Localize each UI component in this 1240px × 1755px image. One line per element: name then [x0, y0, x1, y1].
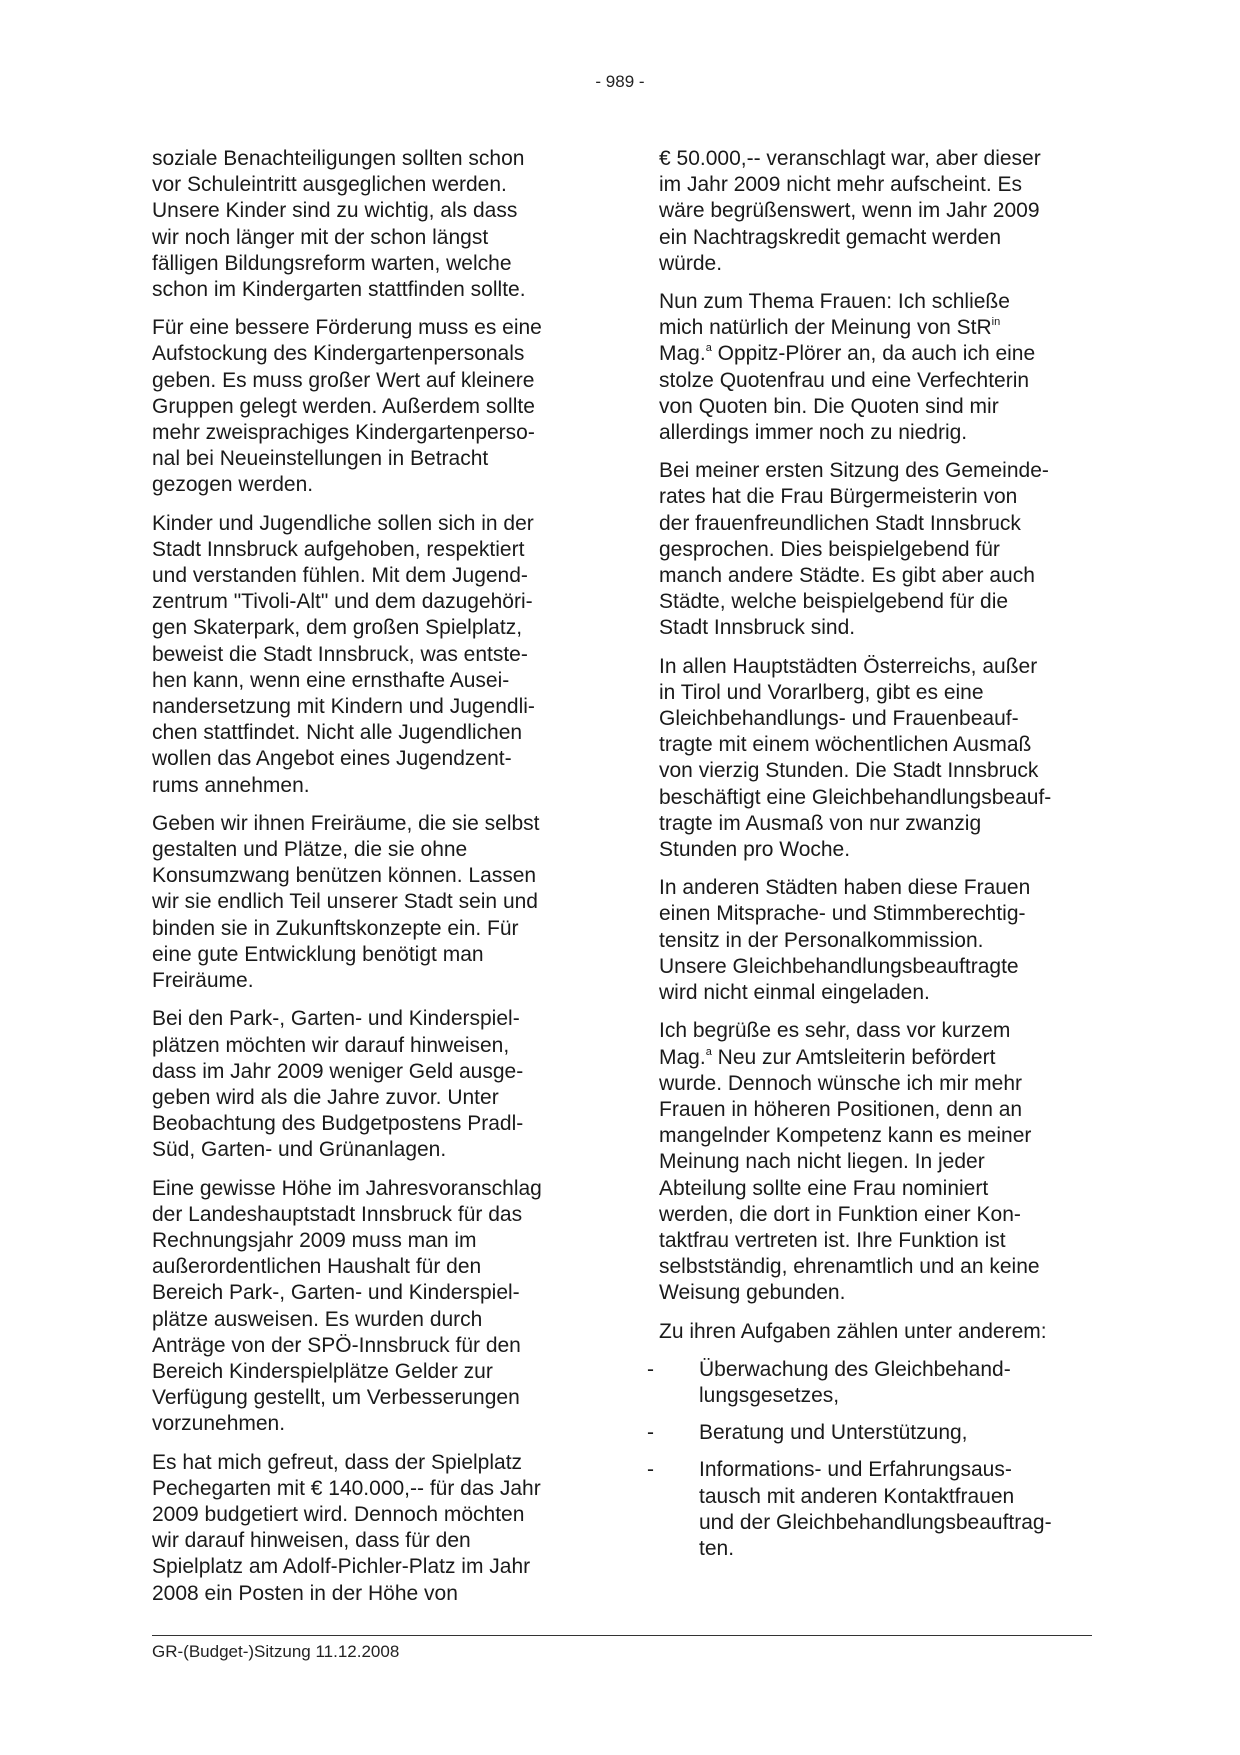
- paragraph-promotion: [659, 1018, 1099, 1306]
- text-run: Oppitz-Plörer an, da auch ich eine stolze Quotenfrau und eine Verfechterin von Quoten bin. Die Quoten sind mir allerdings immer noch zu niedrig.: [659, 342, 1036, 445]
- text-run: Neu zur Amtsleiterin befördert wurde. Dennoch wünsche ich mir mehr Frauen in höheren Positionen, denn an mangelnder Kompetenz kann es meiner Meinung nach nicht liegen. In jeder Abteilung sollte eine Frau nominiert werden, die dort in Funktion einer Kon- taktfrau vertreten ist. Ihre Funktion ist selbstständig, ehrenamtlich und an keine Weisung gebunden.: [659, 1045, 1040, 1305]
- superscript: a: [705, 1045, 712, 1058]
- superscript: in: [991, 316, 1001, 329]
- page-number: - 989 -: [595, 72, 645, 91]
- paragraph: € 50.000,-- veranschlagt war, aber dieser im Jahr 2009 nicht mehr aufscheint. Es wäre begrüßenswert, wenn im Jahr 2009 ein Nachtragskredit gemacht werden würde.: [659, 147, 1041, 275]
- list-item: [647, 1457, 1099, 1562]
- list-dash: -: [647, 1458, 654, 1482]
- paragraph: Kinder und Jugendliche sollen sich in der Stadt Innsbruck aufgehoben, respektiert und verstanden fühlen. Mit dem Jugend- zentrum "Tivoli-Alt" und dem dazugehöri- gen Skaterpark, dem großen Spielplatz, beweist die Stadt Innsbruck, was entste- hen kann, wenn eine ernsthafte Ausei- nandersetzung mit Kindern und Jugendli- chen stattfindet. Nicht alle Jugendlichen wollen das Angebot eines Jugendzent- rums annehmen.: [152, 511, 535, 797]
- footer-text: GR-(Budget-)Sitzung 11.12.2008: [152, 1642, 400, 1661]
- paragraph: In anderen Städten haben diese Frauen einen Mitsprache- und Stimmberechtig- tensitz in der Personalkommission. Unsere Gleichbehandlungsbeauftragte wird nicht einmal eingeladen.: [659, 876, 1031, 1005]
- list-item: [647, 1420, 1099, 1446]
- paragraph-quota: [659, 289, 1099, 446]
- text-run: Mag.: [659, 342, 706, 366]
- task-list: [647, 1357, 1099, 1562]
- list-dash: -: [647, 1421, 654, 1445]
- paragraph: Bei den Park-, Garten- und Kinderspiel- plätzen möchten wir darauf hinweisen, dass im Jahr 2009 weniger Geld ausge- geben wird als die Jahre zuvor. Unter Beobachtung des Budgetpostens Pradl- Süd, Garten- und Grünanlagen.: [152, 1007, 524, 1162]
- text-run: Ich begrüße es sehr, dass vor kurzem Mag.: [659, 1019, 1011, 1069]
- paragraph: Es hat mich gefreut, dass der Spielplatz Pechegarten mit € 140.000,-- für das Jahr 2009 budgetiert wird. Dennoch möchten wir darauf hinweisen, dass für den Spielplatz am Adolf-Pichler-Platz im Jahr 2008 ein Posten in der Höhe von: [152, 1450, 541, 1605]
- superscript: a: [705, 342, 712, 355]
- paragraph: Für eine bessere Förderung muss es eine Aufstockung des Kindergartenpersonals geben. Es muss großer Wert auf kleinere Gruppen gelegt werden. Außerdem sollte mehr zweisprachiges Kindergartenperso- nal bei Neueinstellungen in Betracht gezogen werden.: [152, 316, 542, 497]
- paragraph: Eine gewisse Höhe im Jahresvoranschlag der Landeshauptstadt Innsbruck für das Rechnungsjahr 2009 muss man im außerordentlichen Haushalt für den Bereich Park-, Garten- und Kinderspiel- plätze ausweisen. Es wurden durch Anträge von der SPÖ-Innsbruck für den Bereich Kinderspielplätze Gelder zur Verfügung gestellt, um Verbesserungen vorzunehmen.: [152, 1176, 542, 1436]
- right-column: [647, 146, 1099, 1573]
- list-dash: -: [647, 1357, 654, 1381]
- text-run: Nun zum Thema Frauen: Ich schließe mich natürlich der Meinung von StR: [659, 290, 1010, 340]
- list-item: [647, 1357, 1099, 1409]
- paragraph: soziale Benachteiligungen sollten schon vor Schuleintritt ausgeglichen werden. Unsere Kinder sind zu wichtig, als dass wir noch länger mit der schon längst fälligen Bildungsreform warten, welche schon im Kindergarten stattfinden sollte.: [152, 147, 526, 302]
- paragraph: Geben wir ihnen Freiräume, die sie selbst gestalten und Plätze, die sie ohne Konsumzwang benützen können. Lassen wir sie endlich Teil unserer Stadt sein und binden sie in Zukunftskonzepte ein. Für eine gute Entwicklung benötigt man Freiräume.: [152, 811, 540, 993]
- list-item-text: Überwachung des Gleichbehand- lungsgesetzes,: [699, 1357, 1011, 1407]
- list-item-text: Beratung und Unterstützung,: [699, 1421, 968, 1445]
- list-item-text: Informations- und Erfahrungsaus- tausch mit anderen Kontaktfrauen und der Gleichbehandlungsbeauftrag- ten.: [699, 1458, 1052, 1560]
- paragraph: Bei meiner ersten Sitzung des Gemeinde- rates hat die Frau Bürgermeisterin von der frauenfreundlichen Stadt Innsbruck gesprochen. Dies beispielgebend für manch andere Städte. Es gibt aber auch Städte, welche beispielgebend für die Stadt Innsbruck sind.: [659, 459, 1049, 640]
- footer-divider: [152, 1635, 1092, 1636]
- left-column: [152, 146, 582, 1619]
- paragraph: Zu ihren Aufgaben zählen unter anderem:: [659, 1319, 1047, 1343]
- paragraph: In allen Hauptstädten Österreichs, außer in Tirol und Vorarlberg, gibt es eine Gleichbehandlungs- und Frauenbeauf- tragte mit einem wöchentlichen Ausmaß von vierzig Stunden. Die Stadt Innsbruck beschäftigt eine Gleichbehandlungsbeauf- tragte im Ausmaß von nur zwanzig Stunden pro Woche.: [659, 654, 1052, 862]
